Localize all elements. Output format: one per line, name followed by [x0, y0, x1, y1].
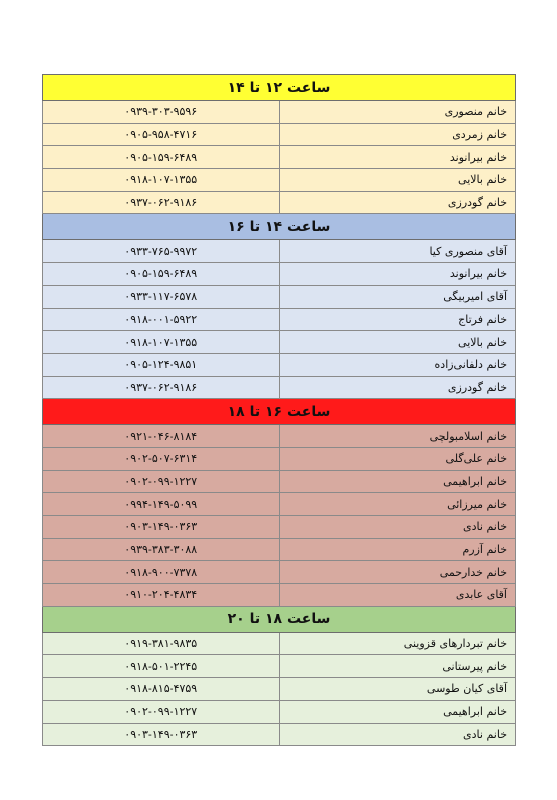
contact-phone: ۰۹۰۲-۵۰۷-۶۳۱۴ — [43, 447, 280, 470]
contact-name: خانم گودرزی — [279, 191, 516, 214]
section-title: ساعت ۱۴ تا ۱۶ — [43, 214, 516, 240]
contact-phone: ۰۹۱۸-۸۱۵-۴۷۵۹ — [43, 678, 280, 701]
contact-row — [43, 308, 516, 331]
contact-row — [43, 425, 516, 448]
contact-phone: ۰۹۱۰-۲۰۴-۴۸۳۴ — [43, 584, 280, 607]
contact-name: آقای امیربیگی — [279, 285, 516, 308]
contact-row — [43, 123, 516, 146]
contact-phone: ۰۹۳۹-۳۸۳-۳۰۸۸ — [43, 538, 280, 561]
contact-row — [43, 447, 516, 470]
contact-phone: ۰۹۹۴-۱۴۹-۵۰۹۹ — [43, 493, 280, 516]
contact-row — [43, 632, 516, 655]
contact-name: خانم خدارحمی — [279, 561, 516, 584]
contact-row — [43, 376, 516, 399]
contact-row — [43, 240, 516, 263]
contact-name: خانم ابراهیمی — [279, 470, 516, 493]
contact-phone: ۰۹۱۸-۹۰۰-۷۳۷۸ — [43, 561, 280, 584]
contact-row — [43, 584, 516, 607]
contact-row — [43, 191, 516, 214]
contact-row — [43, 353, 516, 376]
contact-phone: ۰۹۰۲-۰۹۹-۱۲۲۷ — [43, 470, 280, 493]
contact-phone: ۰۹۰۵-۱۵۹-۶۴۸۹ — [43, 263, 280, 286]
contact-row — [43, 493, 516, 516]
contact-name: خانم زمردی — [279, 123, 516, 146]
contact-name: خانم علی‌گلی — [279, 447, 516, 470]
section-header-row — [43, 75, 516, 101]
contact-name: آقای منصوری کیا — [279, 240, 516, 263]
contact-name: خانم پیرستانی — [279, 655, 516, 678]
contact-name: خانم منصوری — [279, 101, 516, 124]
contact-phone: ۰۹۳۷-۰۶۲-۹۱۸۶ — [43, 376, 280, 399]
contact-row — [43, 146, 516, 169]
contact-row — [43, 331, 516, 354]
contact-row — [43, 700, 516, 723]
contact-name: خانم نادی — [279, 723, 516, 746]
contact-row — [43, 678, 516, 701]
contact-phone: ۰۹۲۱-۰۴۶-۸۱۸۴ — [43, 425, 280, 448]
contact-phone: ۰۹۰۵-۹۵۸-۴۷۱۶ — [43, 123, 280, 146]
section-title: ساعت ۱۶ تا ۱۸ — [43, 399, 516, 425]
contact-phone: ۰۹۱۹-۳۸۱-۹۸۳۵ — [43, 632, 280, 655]
contact-phone: ۰۹۳۹-۳۰۳-۹۵۹۶ — [43, 101, 280, 124]
contact-row — [43, 169, 516, 192]
contact-phone: ۰۹۰۲-۰۹۹-۱۲۲۷ — [43, 700, 280, 723]
contact-phone: ۰۹۳۷-۰۶۲-۹۱۸۶ — [43, 191, 280, 214]
contact-phone: ۰۹۱۸-۵۰۱-۲۲۴۵ — [43, 655, 280, 678]
contact-name: خانم بالایی — [279, 331, 516, 354]
contact-row — [43, 538, 516, 561]
contact-phone: ۰۹۰۵-۱۵۹-۶۴۸۹ — [43, 146, 280, 169]
section-title: ساعت ۱۸ تا ۲۰ — [43, 606, 516, 632]
contact-row — [43, 723, 516, 746]
contact-phone: ۰۹۳۳-۷۶۵-۹۹۷۲ — [43, 240, 280, 263]
contact-name: خانم گودرزی — [279, 376, 516, 399]
schedule-body — [43, 75, 516, 746]
contact-name: خانم فرتاج — [279, 308, 516, 331]
contact-row — [43, 263, 516, 286]
contact-name: آقای کیان طوسی — [279, 678, 516, 701]
contact-row — [43, 285, 516, 308]
contact-row — [43, 655, 516, 678]
contact-name: خانم بیرانوند — [279, 263, 516, 286]
contact-phone: ۰۹۳۳-۱۱۷-۶۵۷۸ — [43, 285, 280, 308]
section-title: ساعت ۱۲ تا ۱۴ — [43, 75, 516, 101]
contact-phone: ۰۹۰۳-۱۴۹-۰۳۶۳ — [43, 723, 280, 746]
section-header-row — [43, 606, 516, 632]
contact-name: خانم آزرم — [279, 538, 516, 561]
section-header-row — [43, 399, 516, 425]
schedule-table — [42, 74, 516, 746]
contact-phone: ۰۹۱۸-۰۰۱-۵۹۲۲ — [43, 308, 280, 331]
contact-name: خانم اسلامبولچی — [279, 425, 516, 448]
contact-row — [43, 561, 516, 584]
contact-phone: ۰۹۰۵-۱۲۴-۹۸۵۱ — [43, 353, 280, 376]
contact-name: خانم نادی — [279, 516, 516, 539]
contact-phone: ۰۹۱۸-۱۰۷-۱۳۵۵ — [43, 331, 280, 354]
contact-name: خانم تبردارهای قزوینی — [279, 632, 516, 655]
contact-phone: ۰۹۰۳-۱۴۹-۰۳۶۳ — [43, 516, 280, 539]
section-header-row — [43, 214, 516, 240]
contact-name: خانم دلفانی‌زاده — [279, 353, 516, 376]
contact-row — [43, 516, 516, 539]
contact-phone: ۰۹۱۸-۱۰۷-۱۳۵۵ — [43, 169, 280, 192]
contact-name: خانم بالایی — [279, 169, 516, 192]
contact-name: خانم میرزائی — [279, 493, 516, 516]
contact-name: آقای عابدی — [279, 584, 516, 607]
contact-name: خانم ابراهیمی — [279, 700, 516, 723]
contact-row — [43, 470, 516, 493]
contact-name: خانم بیرانوند — [279, 146, 516, 169]
contact-row — [43, 101, 516, 124]
